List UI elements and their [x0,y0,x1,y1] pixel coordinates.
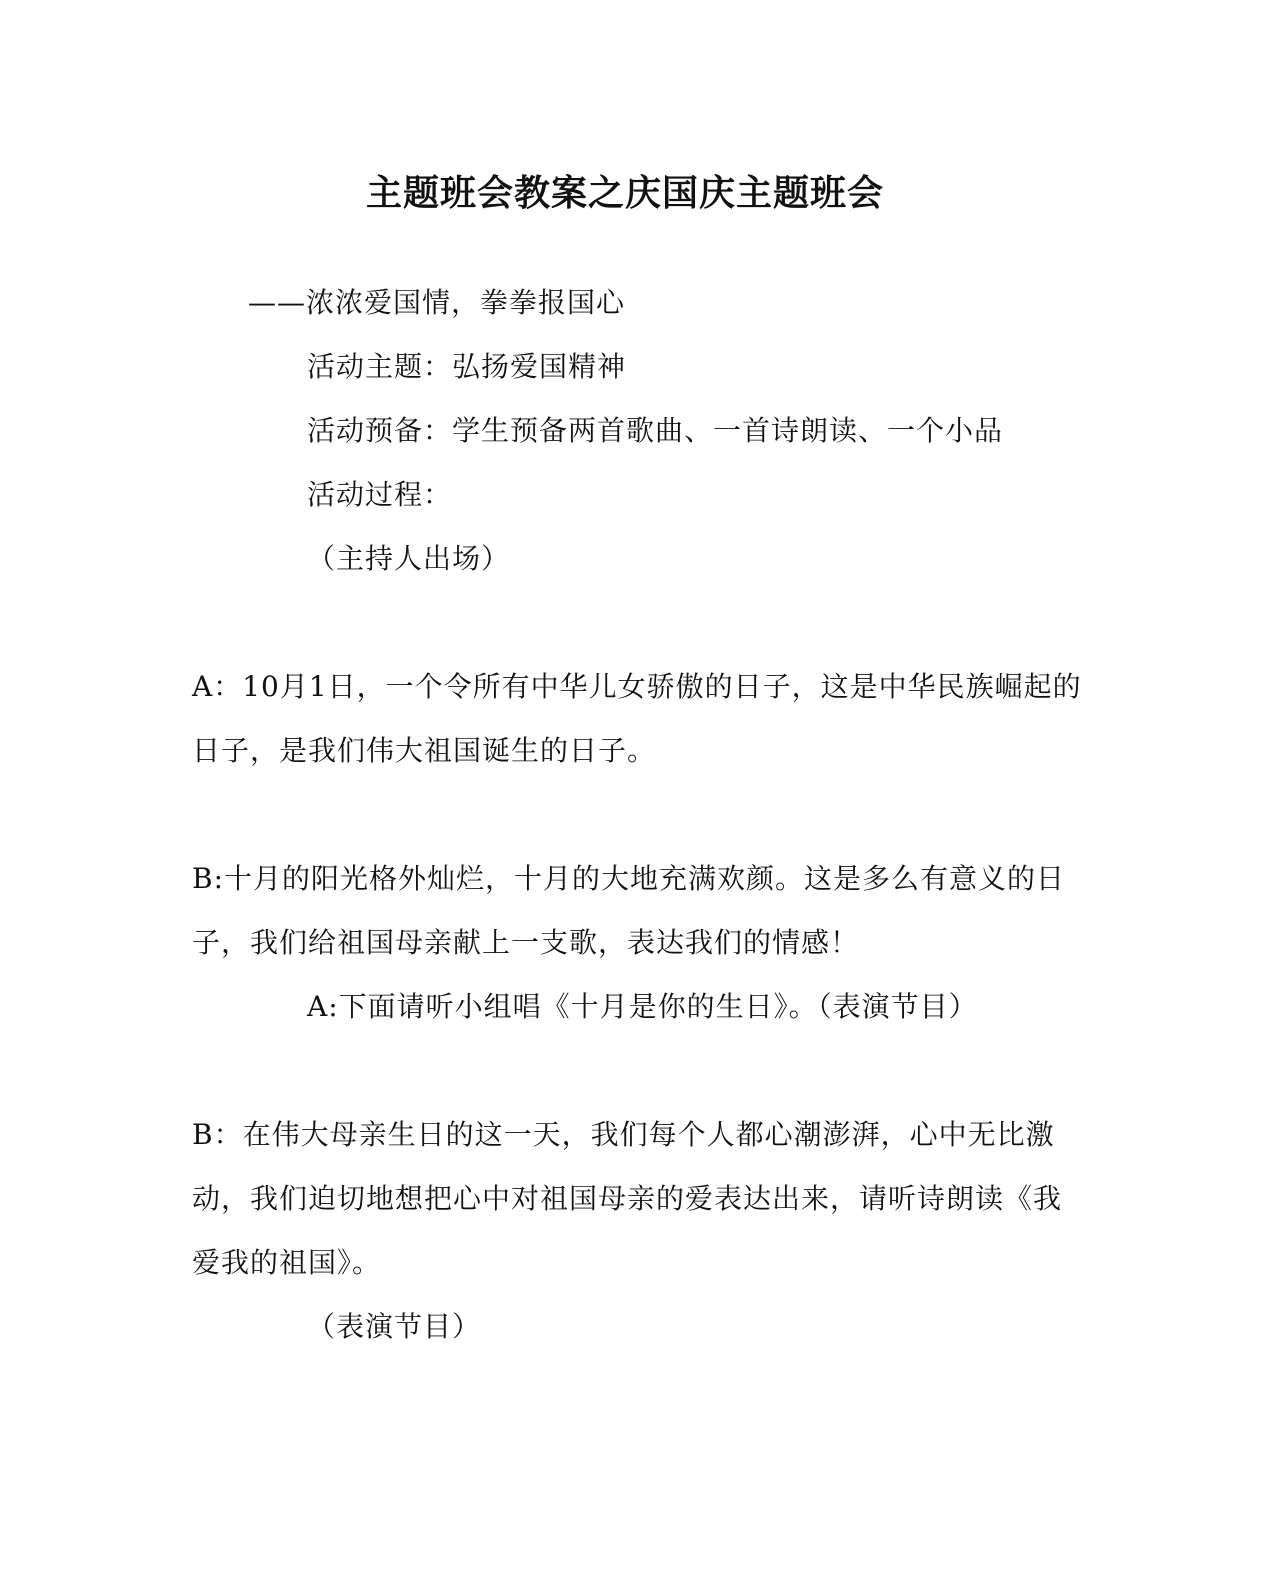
paragraph-b2-line1: B：在伟大母亲生日的这一天，我们每个人都心潮澎湃，心中无比激 [192,1118,1055,1151]
performance-note: （表演节目） [307,1310,482,1343]
paragraph-b2-line2: 动，我们迫切地想把心中对祖国母亲的爱表达出来，请听诗朗读《我 [192,1182,1063,1215]
paragraph-a1-line1: A：10月1日，一个令所有中华儿女骄傲的日子，这是中华民族崛起的 [192,670,1082,703]
paragraph-b1-line2: 子，我们给祖国母亲献上一支歌，表达我们的情感！ [192,926,860,959]
paragraph-a2-line1: A:下面请听小组唱《十月是你的生日》。（表演节目） [307,990,978,1023]
activity-theme: 活动主题：弘扬爱国精神 [307,350,627,383]
activity-process-label: 活动过程： [307,478,453,511]
document-title: 主题班会教案之庆国庆主题班会 [365,172,884,214]
paragraph-b2-line3: 爱我的祖国》。 [192,1246,382,1279]
host-enter-note: （主持人出场） [307,542,511,575]
subtitle: ——浓浓爱国情，拳拳报国心 [248,286,626,319]
activity-preparation: 活动预备：学生预备两首歌曲、一首诗朗读、一个小品 [307,414,1004,447]
paragraph-b1-line1: B:十月的阳光格外灿烂，十月的大地充满欢颜。这是多么有意义的日 [192,862,1066,895]
paragraph-a1-line2: 日子，是我们伟大祖国诞生的日子。 [192,734,657,767]
